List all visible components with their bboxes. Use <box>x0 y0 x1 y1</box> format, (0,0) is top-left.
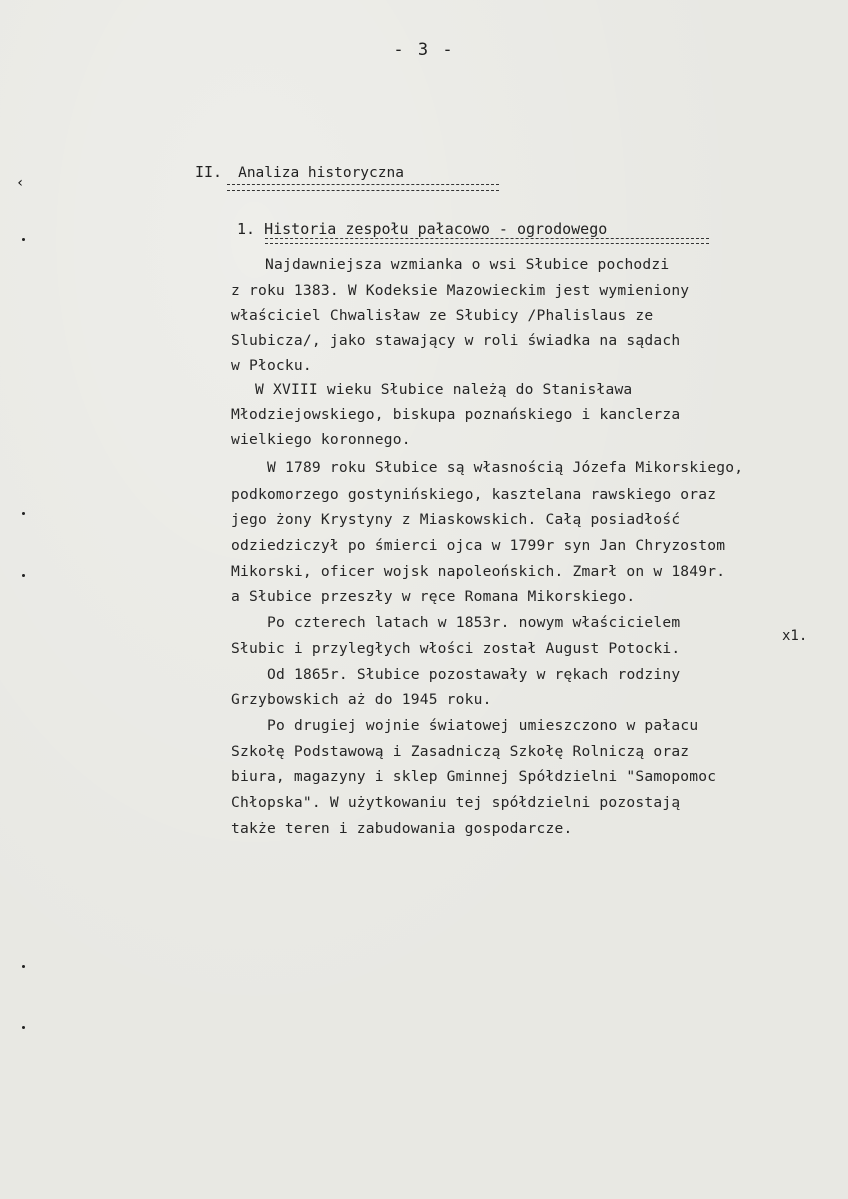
body-line: z roku 1383. W Kodeksie Mazowieckim jest wymieniony <box>231 282 690 299</box>
body-line: Chłopska". W użytkowaniu tej spółdzielni pozostają <box>231 794 681 811</box>
body-line: Od 1865r. Słubice pozostawały w rękach rodziny <box>267 666 681 683</box>
body-line: odziedziczył po śmierci ojca w 1799r syn Jan Chryzostom <box>231 537 726 554</box>
body-line: podkomorzego gostynińskiego, kasztelana rawskiego oraz <box>231 486 717 503</box>
margin-dot-icon <box>22 512 25 515</box>
margin-arrow-icon: ‹ <box>16 175 25 191</box>
margin-dot-icon <box>22 574 25 577</box>
section-number: II. <box>195 163 223 181</box>
body-line: w Płocku. <box>231 357 312 374</box>
body-line: Młodziejowskiego, biskupa poznańskiego i kanclerza <box>231 406 681 423</box>
body-line: jego żony Krystyny z Miaskowskich. Całą posiadłość <box>231 511 681 528</box>
section-title: Analiza historyczna <box>238 165 404 181</box>
margin-dot-icon <box>22 965 25 968</box>
body-line: wielkiego koronnego. <box>231 431 411 448</box>
margin-dot-icon <box>22 238 25 241</box>
page-number: - 3 - <box>393 40 455 60</box>
body-line: a Słubice przeszły w ręce Romana Mikorskiego. <box>231 588 636 605</box>
footnote-marker: x1. <box>782 628 808 644</box>
body-line: Najdawniejsza wzmianka o wsi Słubice pochodzi <box>265 256 670 273</box>
section-heading <box>195 163 404 181</box>
body-line: Po drugiej wojnie światowej umieszczono w pałacu <box>267 717 699 734</box>
body-line: Słubic i przyległych włości został August Potocki. <box>231 640 681 657</box>
body-line: Szkołę Podstawową i Zasadniczą Szkołę Rolniczą oraz <box>231 743 690 760</box>
body-line: także teren i zabudowania gospodarcze. <box>231 820 573 837</box>
body-line: Po czterech latach w 1853r. nowym właścicielem <box>267 614 681 631</box>
body-line: Mikorski, oficer wojsk napoleońskich. Zmarł on w 1849r. <box>231 563 726 580</box>
body-line: Slubicza/, jako stawający w roli świadka na sądach <box>231 332 681 349</box>
margin-dot-icon <box>22 1026 25 1029</box>
subsection-heading: 1. Historia zespołu pałacowo - ogrodowego <box>237 220 608 238</box>
subsection-underline <box>265 238 709 244</box>
body-line: biura, magazyny i sklep Gminnej Spółdzielni "Samopomoc <box>231 768 717 785</box>
section-title-underline <box>227 184 499 191</box>
body-line: W 1789 roku Słubice są własnością Józefa Mikorskiego, <box>267 459 744 476</box>
body-line: właściciel Chwalisław ze Słubicy /Phalislaus ze <box>231 307 654 324</box>
body-line: W XVIII wieku Słubice należą do Stanisława <box>255 381 633 398</box>
body-line: Grzybowskich aż do 1945 roku. <box>231 691 492 708</box>
